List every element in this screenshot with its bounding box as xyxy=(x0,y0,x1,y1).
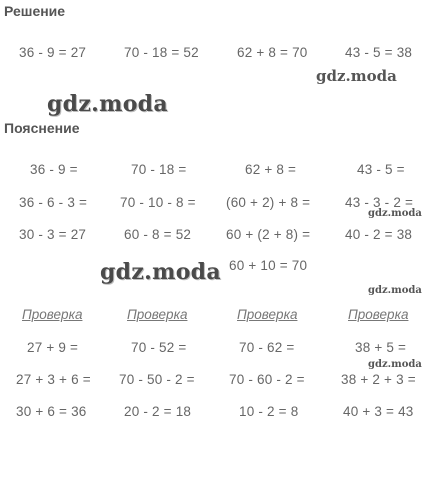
verification-step: 70 - 50 - 2 = xyxy=(119,372,195,387)
solution-heading: Решение xyxy=(4,3,66,19)
explanation-step: 62 + 8 = xyxy=(245,162,297,177)
verification-step: 27 + 3 + 6 = xyxy=(16,372,91,387)
verification-step: 30 + 6 = 36 xyxy=(16,404,87,419)
solution-answer-4: 43 - 5 = 38 xyxy=(345,45,413,60)
verification-step: 70 - 52 = xyxy=(131,340,187,355)
solution-answer-3: 62 + 8 = 70 xyxy=(237,45,308,60)
verification-step: 38 + 2 + 3 = xyxy=(341,372,416,387)
verification-step: 70 - 62 = xyxy=(239,340,295,355)
verification-step: 27 + 9 = xyxy=(27,340,79,355)
explanation-step: 60 + 10 = 70 xyxy=(229,258,308,273)
verification-step: 20 - 2 = 18 xyxy=(124,404,192,419)
explanation-step: 60 - 8 = 52 xyxy=(124,227,192,242)
explanation-step: 43 - 5 = xyxy=(357,162,405,177)
watermark-logo: gdz.moda xyxy=(316,67,397,85)
explanation-step: 36 - 6 - 3 = xyxy=(19,195,88,210)
verification-step: 40 + 3 = 43 xyxy=(343,404,414,419)
verification-step: 10 - 2 = 8 xyxy=(239,404,299,419)
explanation-step: 70 - 10 - 8 = xyxy=(120,195,196,210)
explanation-step: 40 - 2 = 38 xyxy=(345,227,413,242)
verification-label: Проверка xyxy=(22,307,83,322)
watermark-logo: gdz.moda xyxy=(368,208,422,219)
watermark-logo: gdz.moda xyxy=(368,359,422,370)
explanation-step: 60 + (2 + 8) = xyxy=(226,227,311,242)
watermark-logo: gdz.moda xyxy=(47,91,168,117)
verification-step: 70 - 60 - 2 = xyxy=(229,372,305,387)
solution-answer-2: 70 - 18 = 52 xyxy=(124,45,199,60)
verification-label: Проверка xyxy=(237,307,298,322)
explanation-heading: Пояснение xyxy=(4,120,80,136)
explanation-step: (60 + 2) + 8 = xyxy=(226,195,311,210)
explanation-step: 43 - 3 - 2 = xyxy=(345,195,414,210)
verification-label: Проверка xyxy=(127,307,188,322)
verification-step: 38 + 5 = xyxy=(355,340,407,355)
solution-answer-1: 36 - 9 = 27 xyxy=(19,45,87,60)
explanation-step: 70 - 18 = xyxy=(131,162,187,177)
explanation-step: 36 - 9 = xyxy=(30,162,78,177)
explanation-step: 30 - 3 = 27 xyxy=(19,227,87,242)
verification-label: Проверка xyxy=(348,307,409,322)
watermark-logo: gdz.moda xyxy=(100,259,221,285)
watermark-logo: gdz.moda xyxy=(368,285,422,296)
